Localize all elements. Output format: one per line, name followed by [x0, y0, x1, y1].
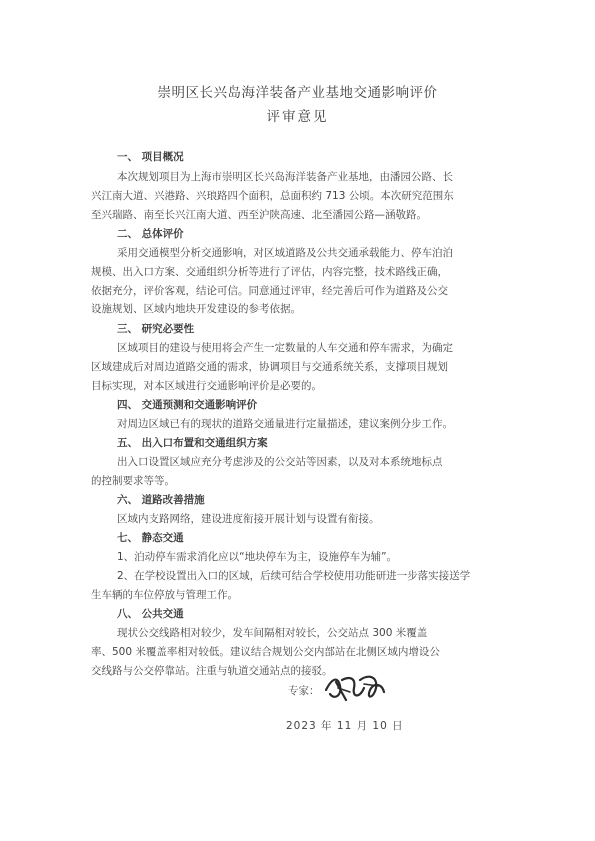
section-7-line-3: 生车辆的车位停放与管理工作。	[91, 589, 238, 601]
section-4-line-1: 对周边区域已有的现状的道路交通量进行定量描述，建议案例分步工作。	[117, 418, 453, 430]
document-title: 崇明区长兴岛海洋装备产业基地交通影响评价	[157, 85, 438, 101]
section-1-line-1: 本次规划项目为上海市崇明区长兴岛海洋装备产业基地，由潘园公路、长	[117, 171, 453, 183]
section-6-heading: 六、 道路改善措施	[117, 494, 205, 506]
section-8-line-2: 率、500 米覆盖率相对较低。建议结合规划公交内部站在北侧区域内增设公	[91, 646, 440, 658]
section-3-line-3: 目标实现，对本区域进行交通影响评价是必要的。	[91, 380, 322, 392]
section-5-line-1: 出入口设置区域应充分考虑涉及的公交站等因素，以及对本系统地标点	[117, 456, 443, 468]
section-1-heading: 一、 项目概况	[117, 151, 184, 163]
signature-label: 专家：	[288, 685, 320, 697]
handwritten-signature	[320, 668, 390, 708]
section-7-heading: 七、 静态交通	[117, 532, 184, 544]
section-8-heading: 八、 公共交通	[117, 608, 184, 620]
section-3-line-1: 区域项目的建设与使用将会产生一定数量的人车交通和停车需求，为确定	[117, 342, 453, 354]
section-2-heading: 二、 总体评价	[117, 228, 184, 240]
section-2-line-4: 设施规划、区域内地块开发建设的参考依据。	[91, 303, 301, 315]
document-subtitle: 评审意见	[266, 109, 329, 125]
section-2-line-1: 采用交通模型分析交通影响，对区域道路及公共交通承载能力、停车泊泊	[117, 247, 453, 259]
section-4-heading: 四、 交通预测和交通影响评价	[117, 399, 258, 411]
section-2-line-3: 依据充分，评价客观，结论可信。同意通过评审，经完善后可作为道路及公交	[91, 285, 448, 297]
section-3-heading: 三、 研究必要性	[117, 323, 195, 335]
section-2-line-2: 规模、出入口方案、交通组织分析等进行了评估，内容完整，技术路线正确，	[91, 266, 448, 278]
section-7-line-2: 2、在学校设置出入口的区域，后续可结合学校使用功能研进一步落实接送学	[117, 570, 471, 582]
section-8-line-3: 交线路与公交停靠站。注重与轨道交通站点的接驳。	[91, 665, 333, 677]
section-1-line-2: 兴江南大道、兴港路、兴琅路四个面积，总面积约 713 公顷。本次研究范围东	[91, 190, 454, 202]
section-5-heading: 五、 出入口布置和交通组织方案	[117, 437, 268, 449]
section-5-line-2: 的控制要求等等。	[91, 475, 175, 487]
document-date: 2023 年 11 月 10 日	[286, 720, 404, 732]
section-7-line-1: 1、泊动停车需求消化应以“地块停车为主，设施停车为辅”。	[117, 551, 398, 563]
section-6-line-1: 区域内支路网络，建设进度衔接开展计划与设置有衔接。	[117, 513, 380, 525]
section-3-line-2: 区域建成后对周边道路交通的需求，协调项目与交通系统关系，支撑项目规划	[91, 361, 448, 373]
section-1-line-3: 至兴瑞路、南至长兴江南大道、西至沪陕高速、北至潘园公路—涵敬路。	[91, 209, 427, 221]
section-8-line-1: 现状公交线路相对较少，发车间隔相对较长，公交站点 300 米覆盖	[117, 627, 428, 639]
